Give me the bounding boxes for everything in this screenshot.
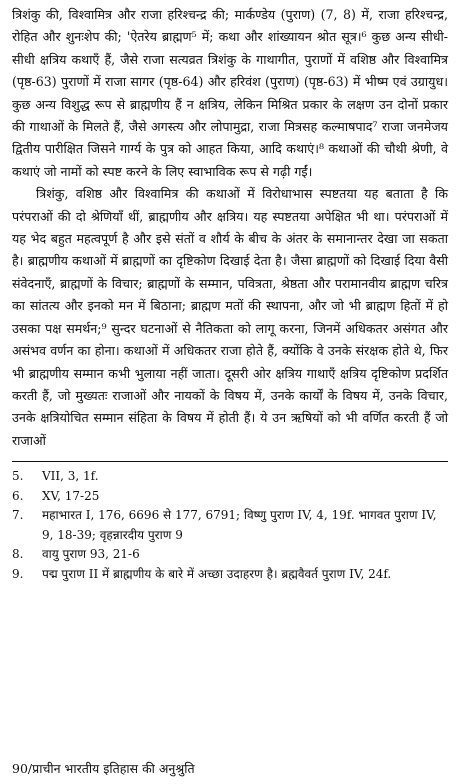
footnote-item: [12, 545, 448, 565]
footnote-number: 6.: [12, 488, 24, 503]
footnote-text: वायु पुराण 93, 21-6: [42, 547, 140, 562]
footnote-number: 9.: [12, 566, 24, 581]
body-paragraph-1: त्रिशंकु की, विश्वामित्र और राजा हरिश्चन्द्र की; मार्कण्डेय (पुराण) (7, 8) में, राजा हरिश्चन्द्र, रोहित और शुनःशेप की; 'ऐतरेय ब्राह्मण⁵ में; कथा और शांख्यायन श्रोत सूत्र।⁶ कुछ अन्य सीधी-सीधी क्षत्रिय कथाएँ हैं, जैसे राजा सत्यव्रत त्रिशंकु के गाथागीत, पुराणों में वशिष्ठ और विश्वामित्र (पृष्ठ-63) पुराणों में राजा सागर (पृष्ठ-64) और हरिवंश (पुराण) (पृष्ठ-63) में भीष्म एवं उग्रायुध। कुछ अन्य विशुद्ध रूप से ब्राह्मणीय हैं न क्षत्रिय, लेकिन मिश्रित प्रकार के लक्षण उन दोनों प्रकार की गाथाओं के मिलते हैं, जैसे अगस्त्य और लोपामुद्रा, राजा मित्रसह कल्माषपाद⁷ राजा जनमेजय द्वितीय पारीक्षित जिसने गार्ग्य के पुत्र को आहत किया, आदि कथाएं।⁸ कथाओं की चौथी श्रेणी, वे कथाएं जो नामों को स्पष्ट करने के लिए स्वाभाविक रूप से गढ़ी गईं।: [12, 7, 448, 179]
footnotes-list: [12, 467, 448, 584]
footnote-item: [12, 467, 448, 487]
footnote-item: [12, 487, 448, 507]
footnote-number: 5.: [12, 469, 24, 484]
footnote-text: XV, 17-25: [42, 488, 100, 503]
footnote-text: पद्म पुराण II में ब्राह्मणीय के बारे में अच्छा उदाहरण है। ब्रह्मवैवर्त पुराण IV, 24f.: [42, 566, 392, 581]
footnote-text: महाभारत I, 176, 6696 से 177, 6791; विष्णु पुराण IV, 4, 19f. भागवत पुराण IV, 9, 18-39; वृहन्नारदीय पुराण 9: [42, 508, 437, 542]
body-paragraph-2: त्रिशंकु, वशिष्ठ और विश्वामित्र की कथाओं में विरोधाभास स्पष्टतया यह बताता है कि परंपराओं की दो श्रेणियाँ थीं, ब्राह्मणीय और क्षत्रिय। यह स्पष्टतया अपेक्षित भी था। परंपराओं में यह भेद बहुत महत्वपूर्ण है और इसे संतों व शौर्य के बीच के अंतर के समानान्तर देखा जा सकता है। ब्राह्मणीय कथाओं में ब्राह्मणों का दृष्टिकोण दिखाई देता है। जैसा ब्राह्मणों को दिखाई दिया वैसी संवेदनाएँ, ब्राह्मणों के विचार; ब्राह्मणों के सम्मान, पवित्रता, श्रेष्ठता और परामानवीय ब्राह्मण चरित्र का सांतत्य और इनको मन में बिठाना; ब्राह्मण मतों की स्थापना, और जो भी ब्राह्मण हितों में हो उसका पक्ष समर्थन;⁹ सुन्दर घटनाओं से नैतिकता को लागू करना, जिनमें अधिकतर असंगत और असंभव वर्णन का होना। कथाओं में अधिकतर राजा होते हैं, क्योंकि वे उनके संरक्षक होते थे, फिर भी ब्राह्मणीय सम्मान कभी भुलाया नहीं जाता। दूसरी ओर क्षत्रिय गाथाएँ क्षत्रिय दृष्टिकोण प्रदर्शित करती हैं, जो मुख्यतः राजाओं और नायकों के विषय में, उनके कार्यों के विषय में, उनके विचार, उनके क्षत्रियोचित सम्मान संहिता के विषय में होती हैं। ये उन ऋषियों को भी वर्णित करती हैं जो राजाओं: [12, 186, 448, 448]
footnote-divider: [12, 461, 448, 462]
footnote-number: 7.: [12, 508, 24, 523]
footnote-item: [12, 565, 448, 585]
main-text: [12, 4, 448, 452]
footnote-item: [12, 506, 448, 545]
page-footer: 90/प्राचीन भारतीय इतिहास की अनुश्रुति: [12, 761, 195, 776]
footnote-number: 8.: [12, 547, 24, 562]
footnote-text: VII, 3, 1f.: [42, 469, 99, 484]
